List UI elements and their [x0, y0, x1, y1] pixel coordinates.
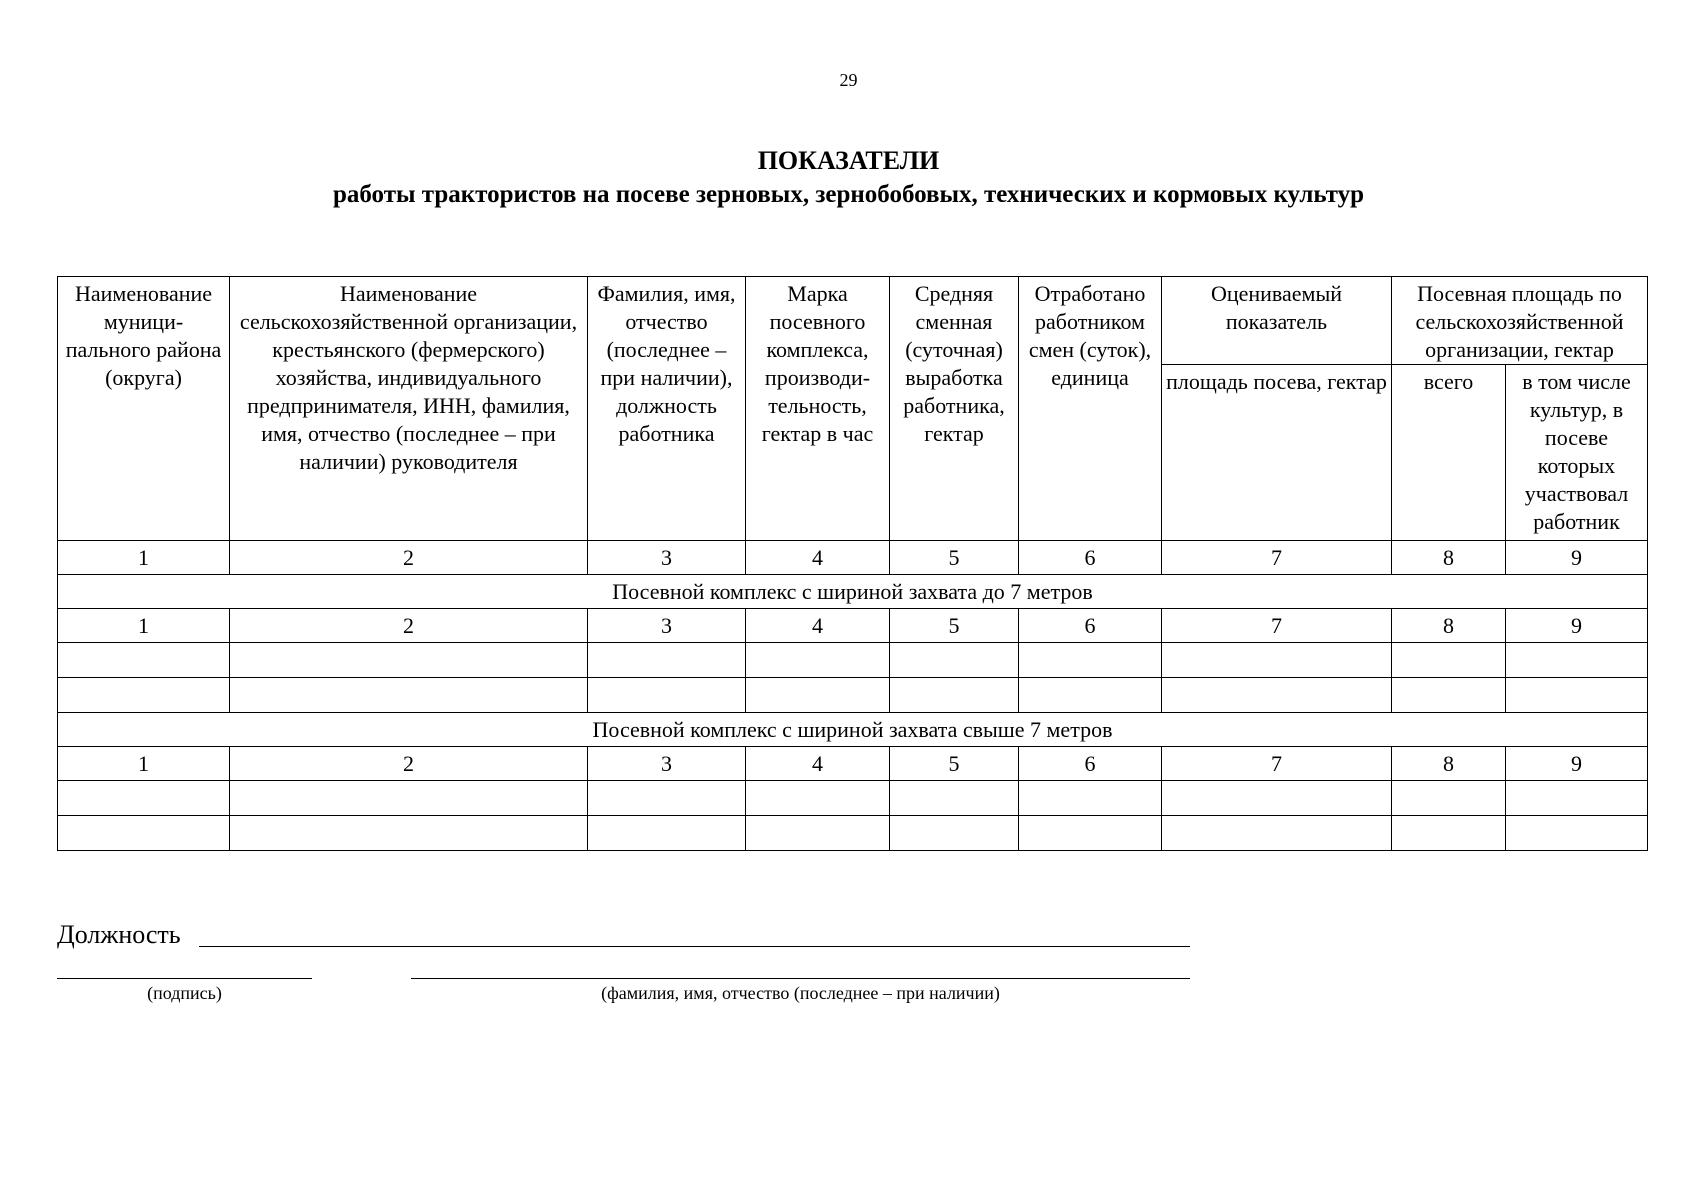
column-number: 4	[746, 541, 890, 575]
column-number: 2	[230, 747, 588, 781]
document-title: ПОКАЗАТЕЛИ	[757, 146, 940, 175]
section1-column-numbers-row	[58, 609, 1648, 643]
column-number: 9	[1506, 609, 1648, 643]
empty-cell	[890, 816, 1019, 851]
empty-cell	[58, 678, 230, 713]
empty-cell	[588, 643, 746, 678]
empty-cell	[890, 678, 1019, 713]
document-subtitle: работы трактористов на посеве зерновых, зернобобовых, технических и кормовых культур	[332, 181, 1365, 208]
empty-cell	[588, 781, 746, 816]
column-number: 5	[890, 747, 1019, 781]
section-row-over-7m	[58, 713, 1648, 747]
section-title-over-7m: Посевной комплекс с шириной захвата свыше 7 метров	[58, 713, 1648, 747]
empty-cell	[1392, 816, 1506, 851]
empty-cell	[58, 781, 230, 816]
empty-cell	[1162, 678, 1392, 713]
column-number: 6	[1019, 541, 1162, 575]
signature-underline	[57, 978, 312, 979]
column-number: 7	[1162, 747, 1392, 781]
column-number: 1	[58, 747, 230, 781]
empty-cell	[588, 816, 746, 851]
column-number: 7	[1162, 609, 1392, 643]
empty-cell	[58, 643, 230, 678]
empty-cell	[1019, 781, 1162, 816]
empty-cell	[1162, 643, 1392, 678]
column-number: 5	[890, 609, 1019, 643]
empty-cell	[1506, 816, 1648, 851]
empty-cell	[1392, 643, 1506, 678]
indicators-table	[57, 276, 1648, 851]
header-shifts-worked: Отработано работником смен (суток), единица	[1019, 277, 1162, 541]
header-district: Наименование муници- пального района (округа)	[58, 277, 230, 541]
header-crops-participated: в том числе культур, в посеве которых участвовал работник	[1506, 365, 1648, 541]
table-row	[58, 643, 1648, 678]
column-number: 2	[230, 609, 588, 643]
column-number: 1	[58, 541, 230, 575]
empty-cell	[1506, 781, 1648, 816]
column-number: 5	[890, 541, 1019, 575]
signature-caption: (подпись)	[147, 983, 222, 1003]
empty-cell	[230, 678, 588, 713]
empty-cell	[746, 816, 890, 851]
table-row	[58, 678, 1648, 713]
empty-cell	[746, 781, 890, 816]
header-evaluated-indicator: Оцениваемый показатель	[1162, 277, 1392, 365]
column-number: 3	[588, 609, 746, 643]
name-underline	[411, 978, 1190, 979]
empty-cell	[1392, 781, 1506, 816]
column-number: 4	[746, 747, 890, 781]
column-number: 8	[1392, 541, 1506, 575]
empty-cell	[1019, 643, 1162, 678]
header-worker: Фамилия, имя, отчество (последнее – при наличии), должность работника	[588, 277, 746, 541]
column-number: 9	[1506, 541, 1648, 575]
header-complex-model: Марка посевного комплекса, производи- тельность, гектар в час	[746, 277, 890, 541]
header-sown-area-ha: площадь посева, гектар	[1162, 365, 1392, 541]
column-number: 1	[58, 609, 230, 643]
column-number: 8	[1392, 609, 1506, 643]
column-number: 3	[588, 541, 746, 575]
empty-cell	[1162, 781, 1392, 816]
section-title-up-to-7m: Посевной комплекс с шириной захвата до 7 метров	[58, 575, 1648, 609]
empty-cell	[1019, 816, 1162, 851]
empty-cell	[1162, 816, 1392, 851]
table-row	[58, 816, 1648, 851]
empty-cell	[1392, 678, 1506, 713]
empty-cell	[1506, 643, 1648, 678]
column-number: 9	[1506, 747, 1648, 781]
table-row	[58, 781, 1648, 816]
header-sown-area: Посевная площадь по сельскохозяйственной организации, гектар	[1392, 277, 1648, 365]
empty-cell	[746, 678, 890, 713]
column-number: 6	[1019, 747, 1162, 781]
empty-cell	[230, 781, 588, 816]
empty-cell	[230, 816, 588, 851]
section2-column-numbers-row	[58, 747, 1648, 781]
empty-cell	[58, 816, 230, 851]
empty-cell	[1506, 678, 1648, 713]
page-number: 29	[839, 70, 858, 90]
name-caption: (фамилия, имя, отчество (последнее – при наличии)	[601, 983, 1000, 1003]
header-organization: Наименование сельскохозяйственной организации, крестьянского (фермерского) хозяйства, индивидуального предпринимателя, ИНН, фамилия, имя, отчество (последнее – при наличии) руководителя	[230, 277, 588, 541]
column-number: 4	[746, 609, 890, 643]
column-number: 2	[230, 541, 588, 575]
column-number: 7	[1162, 541, 1392, 575]
empty-cell	[588, 678, 746, 713]
empty-cell	[230, 643, 588, 678]
header-average-output: Средняя сменная (суточная) выработка работника, гектар	[890, 277, 1019, 541]
position-label: Должность	[57, 920, 181, 949]
empty-cell	[890, 781, 1019, 816]
header-row-top	[58, 277, 1648, 365]
empty-cell	[1019, 678, 1162, 713]
header-total: всего	[1392, 365, 1506, 541]
column-number: 3	[588, 747, 746, 781]
column-numbers-row	[58, 541, 1648, 575]
column-number: 8	[1392, 747, 1506, 781]
column-number: 6	[1019, 609, 1162, 643]
empty-cell	[890, 643, 1019, 678]
empty-cell	[746, 643, 890, 678]
section-row-up-to-7m	[58, 575, 1648, 609]
position-underline	[199, 946, 1190, 947]
